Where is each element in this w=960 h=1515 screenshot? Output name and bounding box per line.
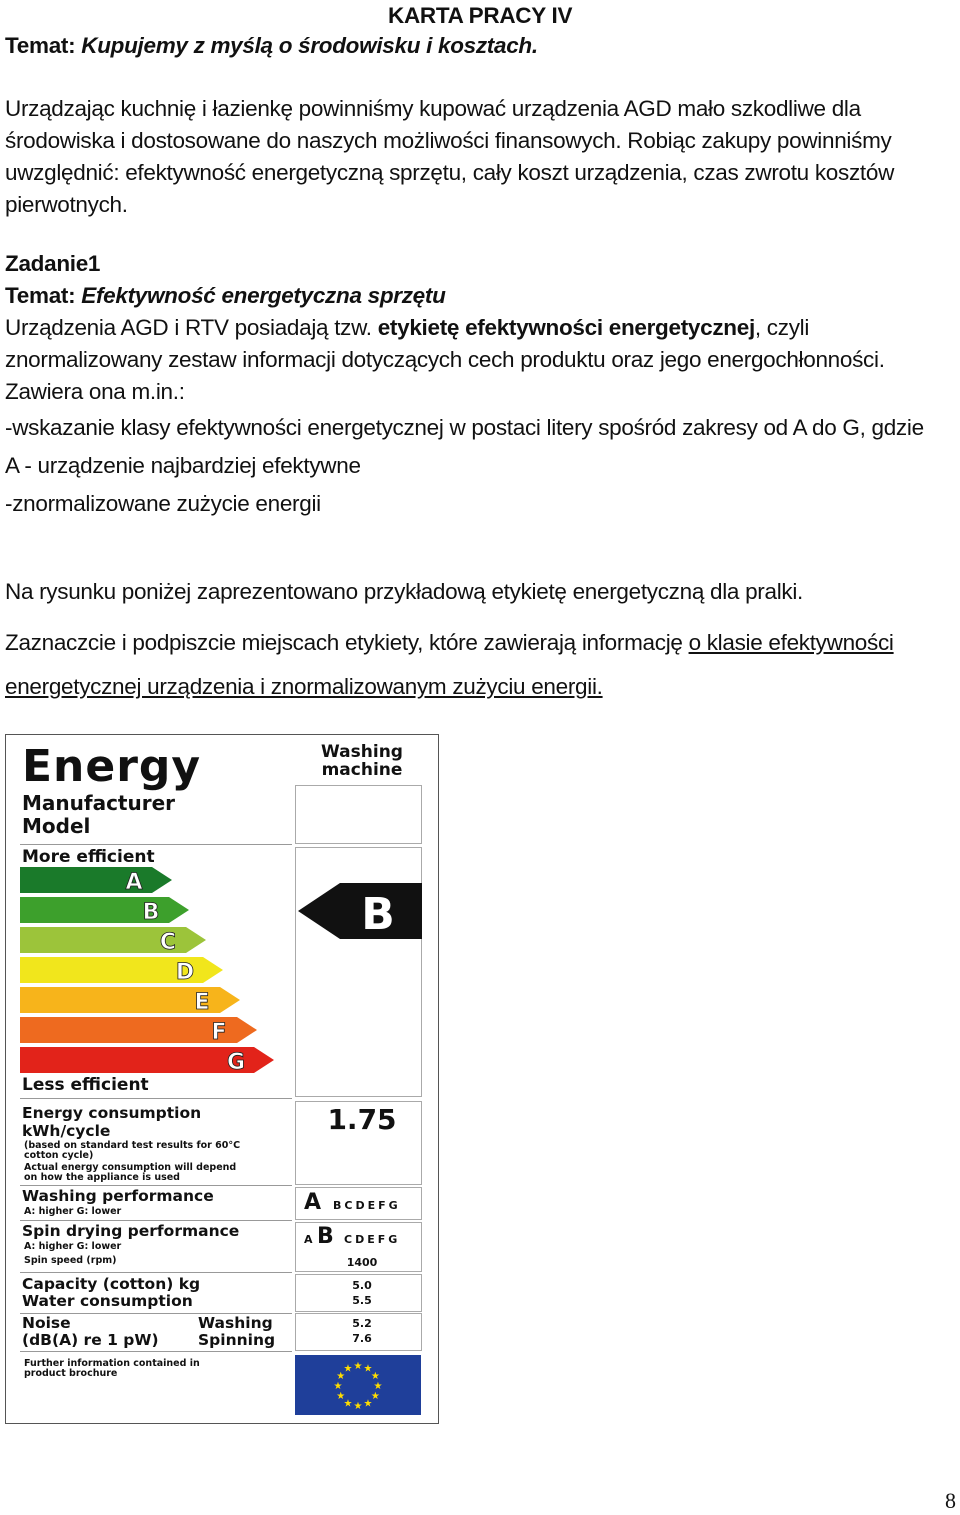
class-bar-a xyxy=(20,867,172,893)
eu-star: ★ xyxy=(343,1363,353,1375)
class-letter-d: D xyxy=(175,960,195,985)
consumption-note-1: (based on standard test results for 60°C xyxy=(24,1140,241,1151)
spin-rating-big: B xyxy=(317,1224,334,1249)
task1-line-1-a: Urządzenia AGD i RTV posiadają tzw. xyxy=(5,315,378,340)
eu-star: ★ xyxy=(333,1381,343,1392)
energy-label xyxy=(5,734,439,1424)
divider xyxy=(20,1185,292,1186)
washing-rating-big: A xyxy=(304,1190,322,1215)
class-letter-g: G xyxy=(226,1050,246,1075)
worksheet-topic xyxy=(5,30,538,62)
water-value: 5.5 xyxy=(352,1294,372,1307)
appliance-type xyxy=(306,743,418,779)
instruction-line-2: energetycznej urządzenia i znormalizowanym zużyciu energii. xyxy=(5,674,603,699)
class-letter-b: B xyxy=(142,900,160,925)
class-letter-c: C xyxy=(159,930,177,955)
less-efficient-label: Less efficient xyxy=(22,1075,149,1095)
spin-rating-pre: A xyxy=(304,1233,313,1246)
bullet-consumption: -znormalizowane zużycie energii xyxy=(5,491,321,516)
eu-star: ★ xyxy=(353,1401,363,1412)
manufacturer-box xyxy=(295,785,422,844)
noise-unit: (dB(A) re 1 pW) xyxy=(22,1331,159,1349)
bullet-class-a: A - urządzenie najbardziej efektywne xyxy=(5,453,361,478)
intro-line-4: pierwotnych. xyxy=(5,192,128,217)
manufacturer-label: Manufacturer xyxy=(22,791,176,815)
eu-star: ★ xyxy=(370,1391,380,1402)
appliance-line-2: machine xyxy=(321,760,403,780)
intro-line-2: środowiska i dostosowane do naszych możliwości finansowych. Robiąc zakupy powinniśmy xyxy=(5,128,892,153)
divider xyxy=(20,844,292,845)
eu-star: ★ xyxy=(363,1363,373,1375)
divider xyxy=(20,1098,292,1099)
class-letter-a: A xyxy=(125,870,143,895)
eu-star: ★ xyxy=(343,1398,353,1410)
spin-rating-rest: CDEFG xyxy=(344,1233,401,1246)
washing-rating-rest: BCDEFG xyxy=(333,1199,401,1212)
figure-intro: Na rysunku poniżej zaprezentowano przykładową etykietę energetyczną dla pralki. xyxy=(5,579,804,604)
capacity-value: 5.0 xyxy=(352,1279,372,1292)
more-efficient-label: More efficient xyxy=(22,847,155,867)
task1-topic-label: Temat: xyxy=(5,283,76,308)
consumption-note-3: Actual energy consumption will depend xyxy=(24,1162,237,1173)
consumption-note-4: on how the appliance is used xyxy=(24,1172,180,1183)
task1-line-1-c: , czyli xyxy=(754,315,810,340)
efficiency-scale xyxy=(6,865,306,1085)
page-number: 8 xyxy=(945,1488,956,1513)
eu-star: ★ xyxy=(336,1371,346,1382)
instruction-underline-1: o klasie efektywności xyxy=(688,630,894,655)
consumption-unit: kWh/cycle xyxy=(22,1122,111,1140)
class-letter-e: E xyxy=(194,990,210,1015)
task1-line-2: znormalizowany zestaw informacji dotyczących cech produktu oraz jego energochłonności. xyxy=(5,347,885,372)
capacity-label: Capacity (cotton) kg xyxy=(22,1275,201,1293)
spin-speed-label: Spin speed (rpm) xyxy=(24,1255,117,1266)
consumption-value: 1.75 xyxy=(327,1103,397,1136)
further-info-2: product brochure xyxy=(24,1368,118,1379)
eu-star: ★ xyxy=(336,1391,346,1402)
eu-star: ★ xyxy=(370,1371,380,1382)
class-bar-b xyxy=(20,897,189,923)
noise-washing-label: Washing xyxy=(198,1314,273,1332)
eu-star: ★ xyxy=(363,1398,373,1410)
class-bar-c xyxy=(20,927,206,953)
topic-label: Temat: xyxy=(5,33,76,58)
task1-topic-text: Efektywność energetyczna sprzętu xyxy=(81,283,446,308)
rating-arrow xyxy=(298,883,422,939)
water-label: Water consumption xyxy=(22,1292,193,1310)
spin-speed-value: 1400 xyxy=(346,1256,378,1269)
divider xyxy=(20,1351,292,1352)
noise-spinning-value: 7.6 xyxy=(352,1332,372,1345)
model-label: Model xyxy=(22,814,91,838)
task1-line-1 xyxy=(5,312,809,344)
washing-performance-label: Washing performance xyxy=(22,1187,214,1205)
bullet-class: -wskazanie klasy efektywności energetycznej w postaci litery spośród zakresy od A do G, gdzie xyxy=(5,415,924,440)
topic-text: Kupujemy z myślą o środowisku i kosztach. xyxy=(81,33,538,58)
spin-performance-label: Spin drying performance xyxy=(22,1222,240,1240)
task1-line-3: Zawiera ona m.in.: xyxy=(5,379,185,404)
instruction-plain: Zaznaczcie i podpiszcie miejscach etykiety, które zawierają informację xyxy=(5,630,689,655)
worksheet-title: KARTA PRACY IV xyxy=(388,3,573,28)
eu-flag-icon xyxy=(295,1355,421,1415)
energy-title: Energy xyxy=(22,741,202,792)
noise-label: Noise xyxy=(22,1314,71,1332)
further-info-1: Further information contained in xyxy=(24,1358,200,1369)
consumption-note-2: cotton cycle) xyxy=(24,1150,94,1161)
washing-performance-scale: A: higher G: lower xyxy=(24,1206,122,1217)
instruction-line-1 xyxy=(5,627,894,659)
intro-line-1: Urządzając kuchnię i łazienkę powinniśmy kupować urządzenia AGD mało szkodliwe dla xyxy=(5,96,861,121)
class-letter-f: F xyxy=(211,1020,227,1045)
divider xyxy=(20,1272,292,1273)
appliance-line-1: Washing xyxy=(321,742,403,762)
spin-performance-scale: A: higher G: lower xyxy=(24,1241,122,1252)
task1-heading: Zadanie1 xyxy=(5,251,101,276)
rating-letter: B xyxy=(361,889,395,939)
consumption-title: Energy consumption xyxy=(22,1104,202,1122)
eu-star: ★ xyxy=(373,1381,383,1392)
noise-spinning-label: Spinning xyxy=(198,1331,276,1349)
task1-topic xyxy=(5,280,446,312)
divider xyxy=(20,1220,292,1221)
task1-line-1-bold: etykietę efektywności energetycznej xyxy=(377,315,755,340)
eu-star: ★ xyxy=(353,1361,363,1372)
noise-washing-value: 5.2 xyxy=(352,1317,372,1330)
intro-line-3: uwzględnić: efektywność energetyczną sprzętu, cały koszt urządzenia, czas zwrotu kosztów xyxy=(5,160,895,185)
